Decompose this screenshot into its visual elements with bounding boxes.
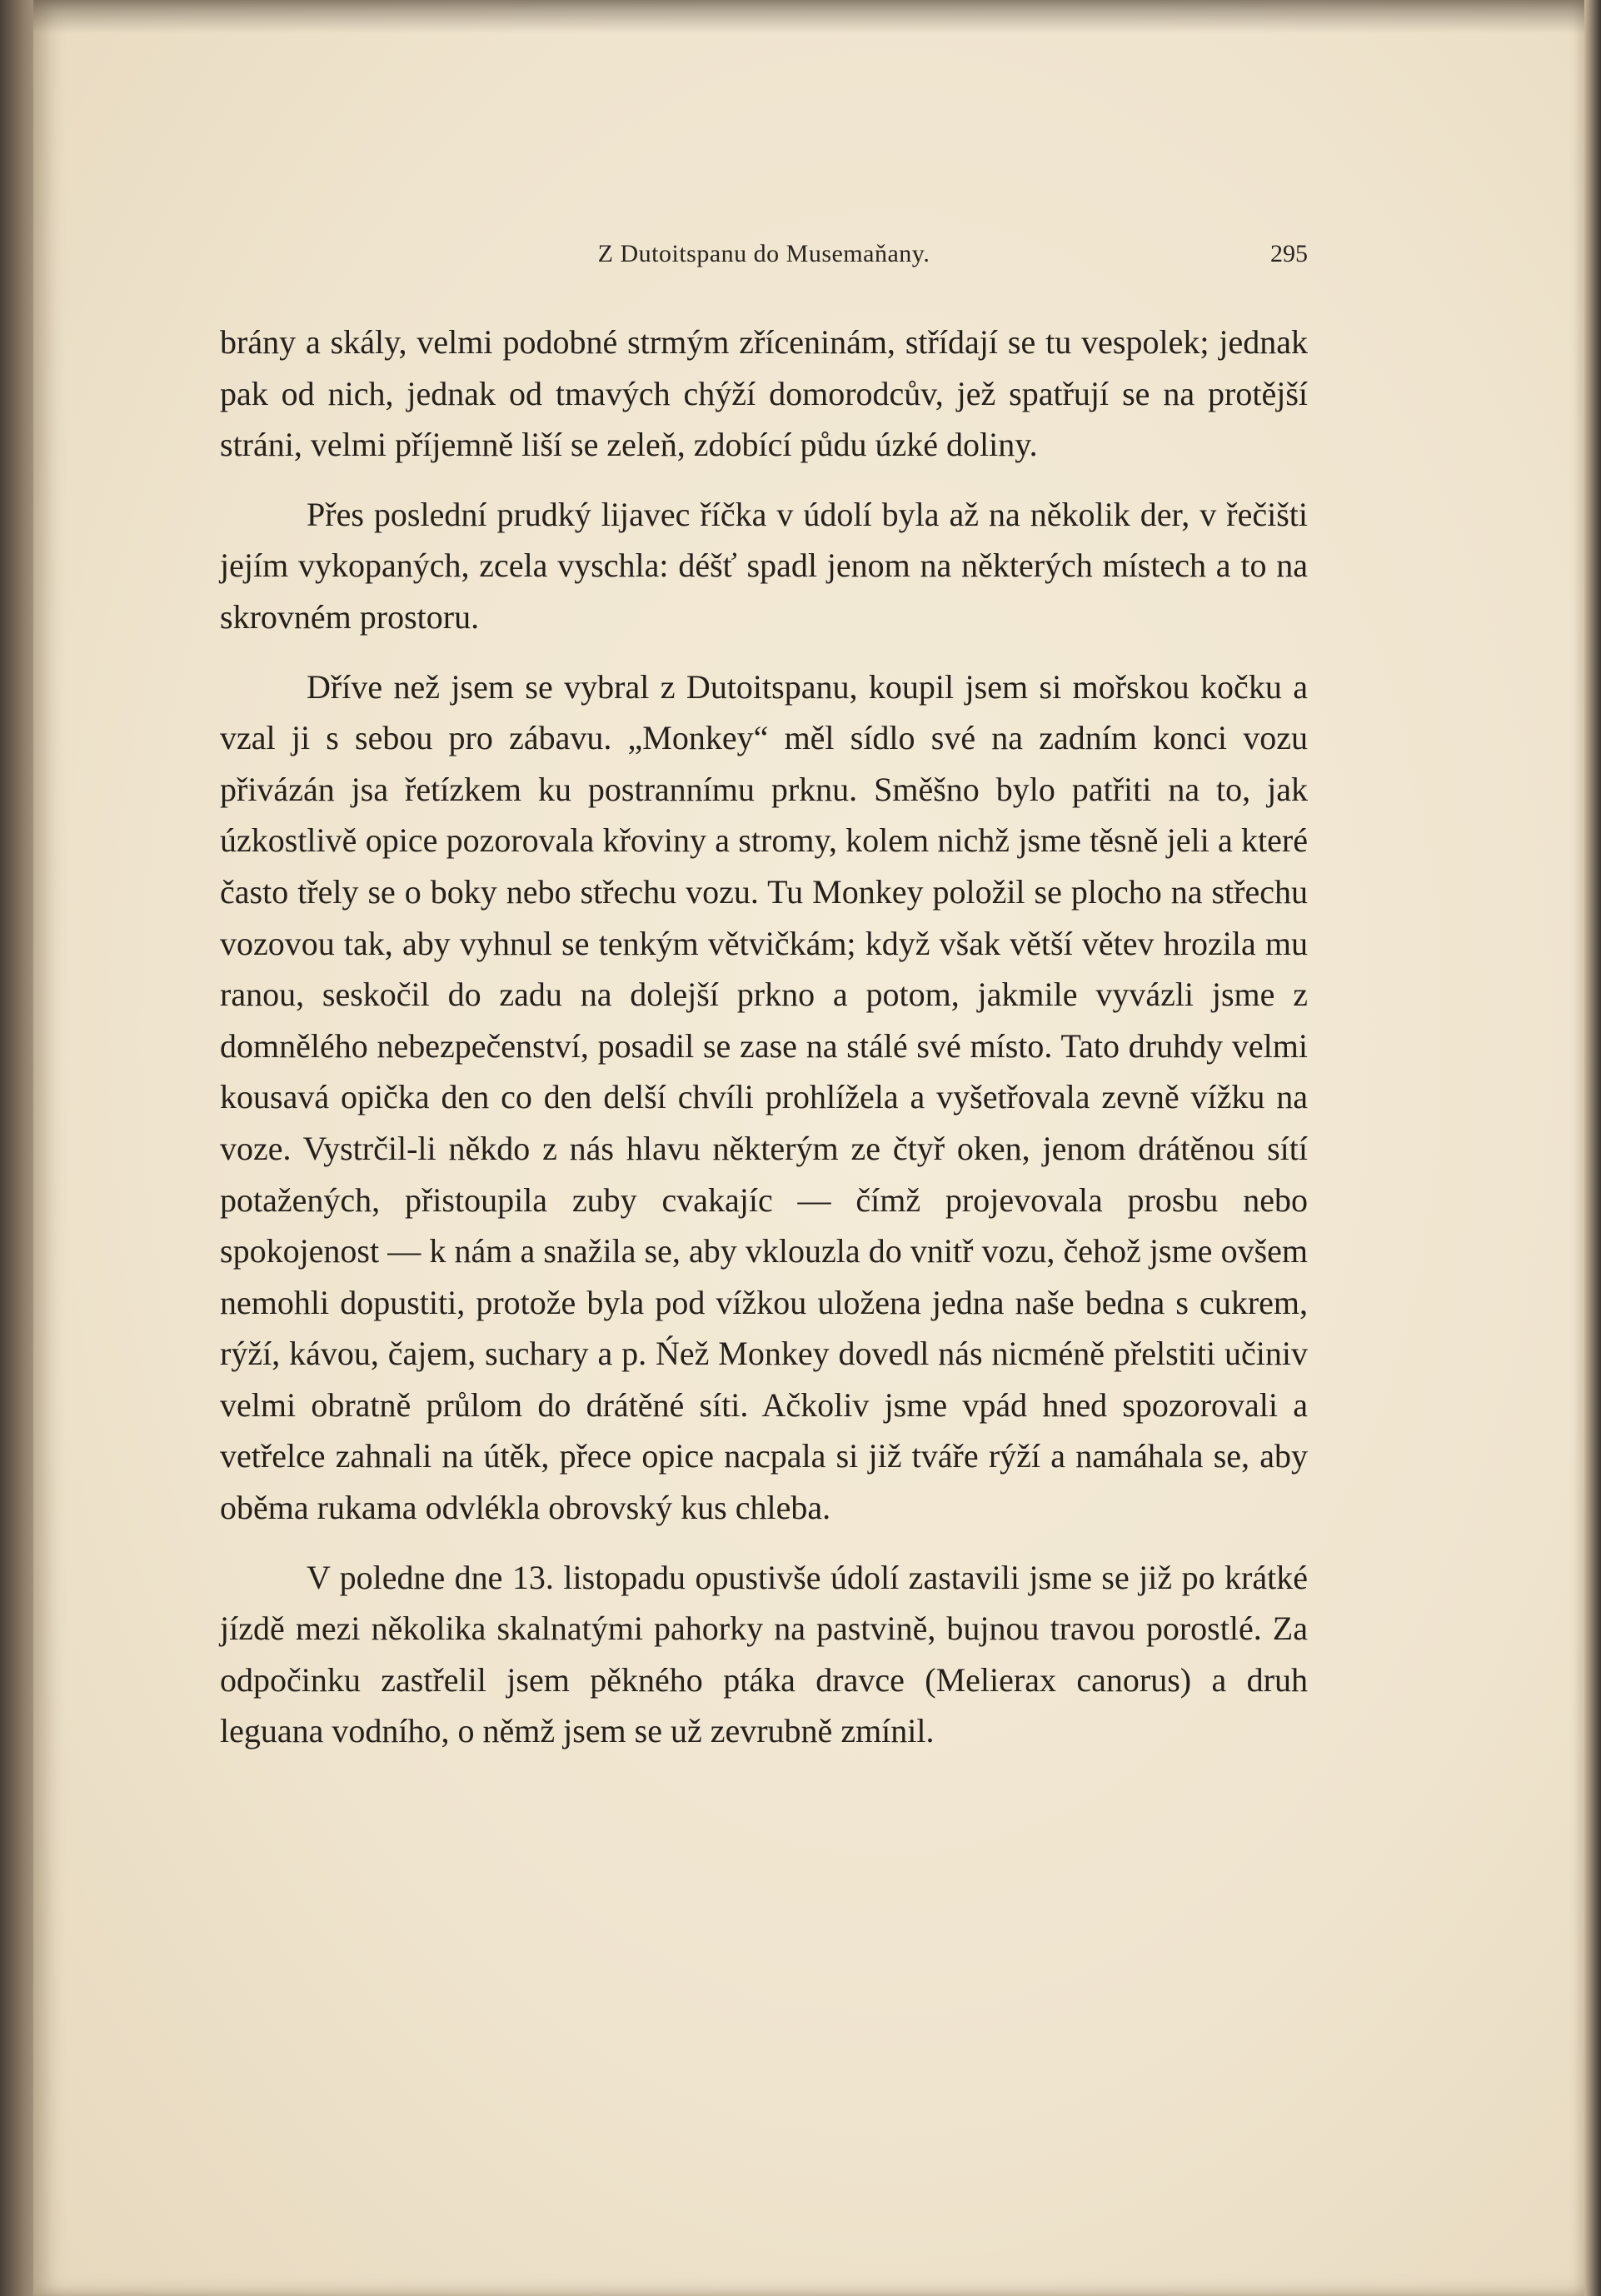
- paragraph: V poledne dne 13. listopadu opustivše údolí zastavili jsme se již po krátké jízdě mezi několika skalnatými pahorky na pastvině, bujnou travou porostlé. Za odpočinku zastřelil jsem pěkného ptáka dravce (Melierax canorus) a druh leguana vodního, o němž jsem se už zevrubně zmínil.: [220, 1558, 1308, 1750]
- page-edge: [1584, 0, 1601, 2296]
- paragraph: Přes poslední prudký lijavec říčka v údolí byla až na několik der, v řečišti jejím vykopaných, zcela vyschla: déšť spadl jenom na některých místech a to na skrovném prostoru.: [220, 495, 1308, 636]
- running-title: Z Dutoitspanu do Musemaňany.: [597, 240, 930, 267]
- paragraph-continued: brány a skály, velmi podobné strmým zříceninám, střídají se tu vespolek; jednak pak od nich, jednak od tmavých chýží domorodcův, jež spatřují se na protější stráni, velmi příjemně liší se zeleň, zdobící půdu úzké doliny.: [220, 323, 1308, 464]
- top-shadow: [33, 0, 1584, 33]
- paragraph: Dříve než jsem se vybral z Dutoitspanu, koupil jsem si mořskou kočku a vzal ji s sebou pro zábavu. „Monkey“ měl sídlo své na zadním konci vozu přivázán jsa řetízkem ku postrannímu prknu. Směšno bylo patřiti na to, jak úzkostlivě opice pozorovala křoviny a stromy, kolem nichž jsme těsně jeli a které často třely se o boky nebo střechu vozu. Tu Monkey položil se plocho na střechu vozovou tak, aby vyhnul se tenkým větvičkám; když však větší větev hrozila mu ranou, seskočil do zadu na dolejší prkno a potom, jakmile vyvázli jsme z domnělého nebezpečenství, posadil se zase na stálé své místo. Tato druhdy velmi kousavá opička den co den delší chvíli prohlížela a vyšetřovala zevně vížku na voze. Vystrčil-li někdo z nás hlavu některým ze čtyř oken, jenom drátěnou sítí potažených, přistoupila zuby cvakajíc — čímž projevovala prosbu nebo spokojenost — k nám a snažila se, aby vklouzla do vnitř vozu, čehož jsme ovšem nemohli dopustiti, protože byla pod vížkou uložena jedna naše bedna s cukrem, rýží, kávou, čajem, suchary a p. Ńež Monkey dovedl nás nicméně přelstiti učiniv velmi obratně průlom do drátěné síti. Ačkoliv jsme vpád hned spozorovali a vetřelce zahnali na útěk, přece opice nacpala si již tváře rýží a namáhala se, aby oběma rukama odvlékla obrovský kus chleba.: [220, 667, 1308, 1527]
- running-head: [220, 240, 1308, 273]
- page-number: 295: [1270, 240, 1308, 267]
- body-text: [220, 317, 1308, 1775]
